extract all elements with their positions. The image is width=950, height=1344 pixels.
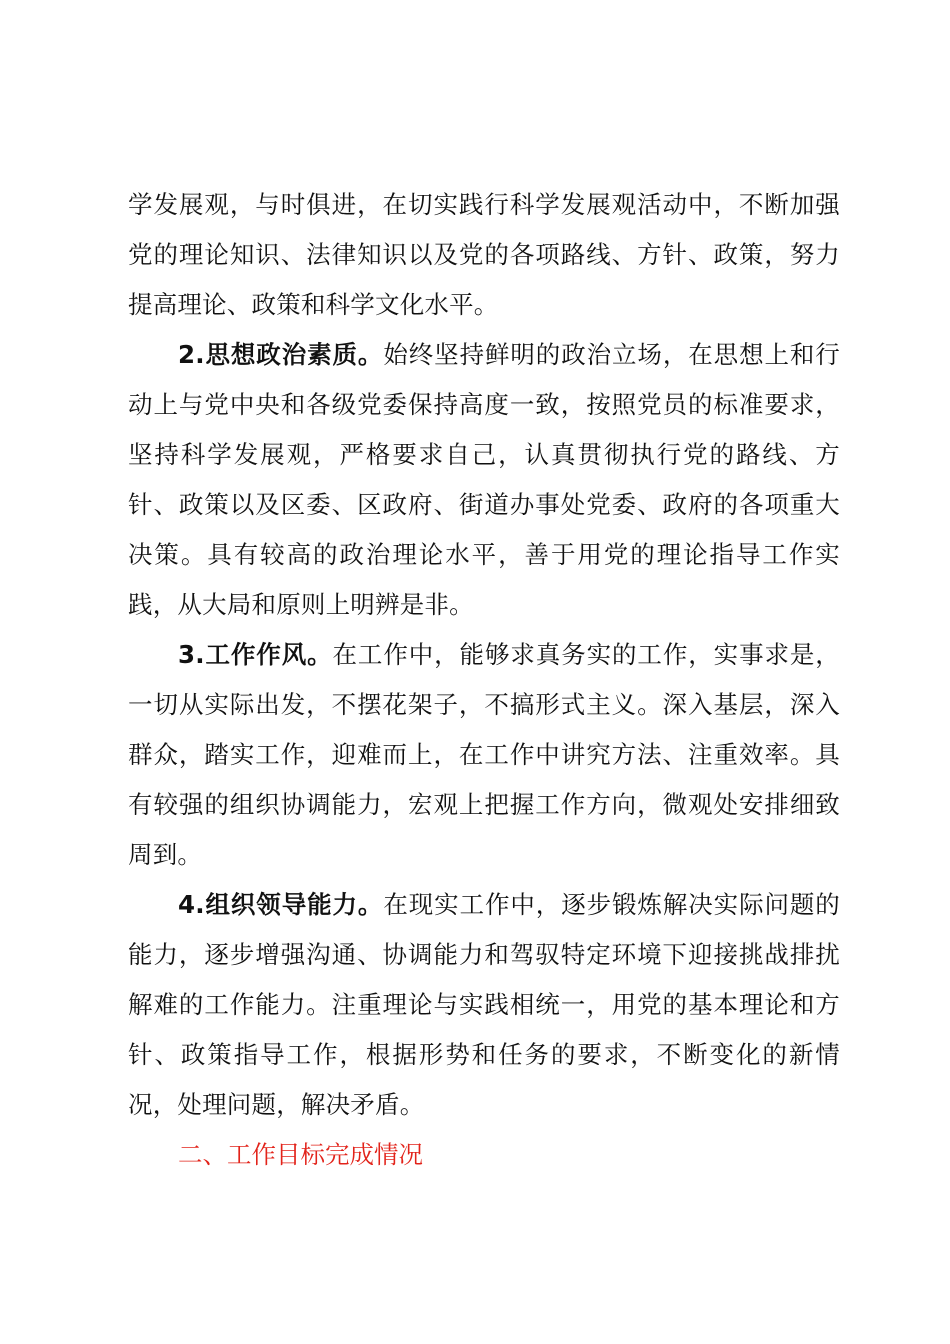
- paragraph-2-text: 始终坚持鲜明的政治立场，在思想上和行动上与党中央和各级党委保持高度一致，按照党员的标准要求，坚持科学发展观，严格要求自己，认真贯彻执行党的路线、方针、政策以及区委、区政府、街道办事处党委、政府的各项重大决策。具有较高的政治理论水平，善于用党的理论指导工作实践，从大局和原则上明辨是非。: [128, 340, 841, 619]
- paragraph-3: [128, 630, 840, 880]
- paragraph-1-text: 学发展观，与时俱进，在切实践行科学发展观活动中，不断加强党的理论知识、法律知识以及党的各项路线、方针、政策，努力提高理论、政策和科学文化水平。: [128, 190, 840, 319]
- section-heading: 二、工作目标完成情况: [178, 1140, 423, 1169]
- paragraph-3-text: 在工作中，能够求真务实的工作，实事求是，一切从实际出发，不摆花架子，不搞形式主义。深入基层，深入群众，踏实工作，迎难而上，在工作中讲究方法、注重效率。具有较强的组织协调能力，宏观上把握工作方向，微观处安排细致周到。: [128, 640, 840, 869]
- paragraph-2-lead: 2.思想政治素质。: [178, 340, 384, 369]
- paragraph-4: [128, 880, 840, 1130]
- paragraph-3-lead: 3.工作作风。: [178, 640, 333, 669]
- paragraph-2: [128, 330, 840, 630]
- paragraph-4-lead: 4.组织领导能力。: [178, 890, 384, 919]
- document-body: [128, 180, 840, 1180]
- paragraph-1: [128, 180, 840, 330]
- paragraph-4-text: 在现实工作中，逐步锻炼解决实际问题的能力，逐步增强沟通、协调能力和驾驭特定环境下迎接挑战排扰解难的工作能力。注重理论与实践相统一，用党的基本理论和方针、政策指导工作，根据形势和任务的要求，不断变化的新情况，处理问题，解决矛盾。: [128, 890, 841, 1119]
